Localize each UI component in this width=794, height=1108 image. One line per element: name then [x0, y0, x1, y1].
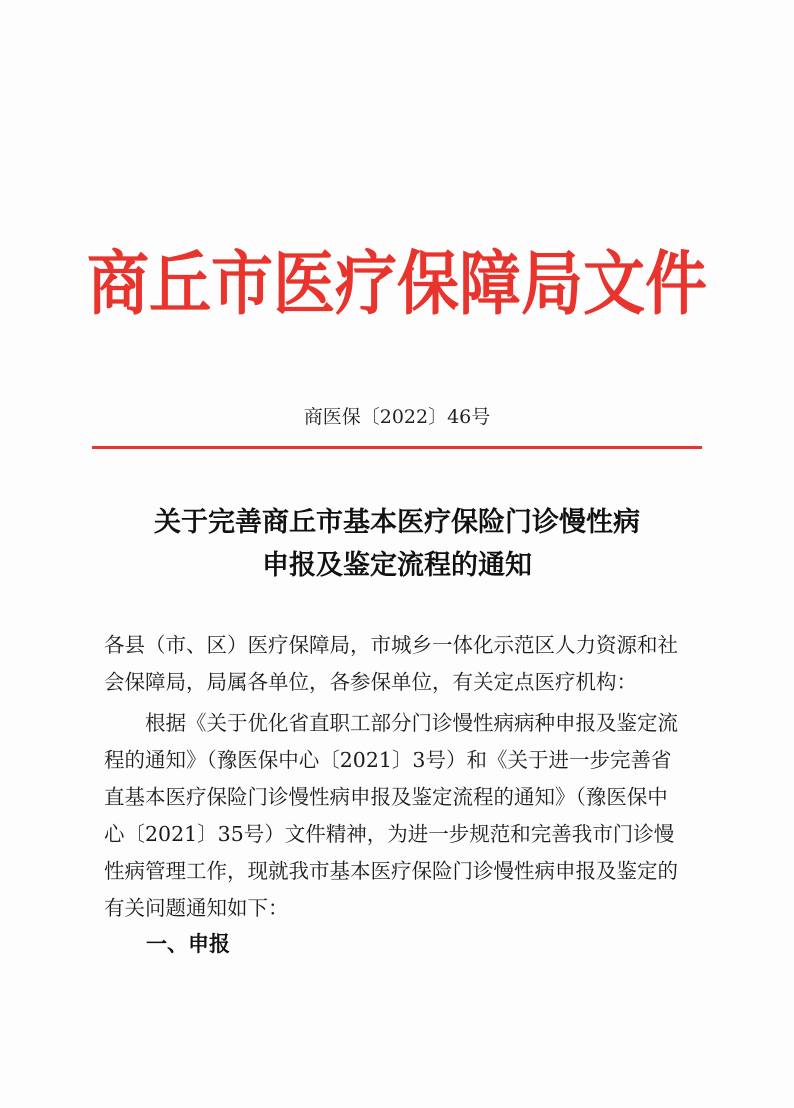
- document-number: 商医保〔2022〕46号: [303, 406, 491, 428]
- body-line: 直基本医疗保险门诊慢性病申报及鉴定流程的通知》（豫医保中: [104, 785, 668, 809]
- section-heading-declaration: 一、申报: [146, 931, 230, 956]
- body-line: 心〔2021〕35号）文件精神，为进一步规范和完善我市门诊慢: [104, 822, 675, 846]
- body-line: 各县（市、区）医疗保障局，市城乡一体化示范区人力资源和社: [104, 633, 678, 657]
- issuer-banner: 商丘市医疗保障局文件: [86, 242, 707, 325]
- body-line: 程的通知》（豫医保中心〔2021〕3号）和《关于进一步完善省: [104, 748, 672, 772]
- notice-title-line-2: 申报及鉴定流程的通知: [262, 550, 532, 581]
- notice-title-line-1: 关于完善商丘市基本医疗保险门诊慢性病: [154, 507, 640, 538]
- body-line: 会保障局，局属各单位，各参保单位，有关定点医疗机构：: [104, 670, 637, 694]
- red-divider-line: [92, 446, 702, 449]
- body-line: 性病管理工作，现就我市基本医疗保险门诊慢性病申报及鉴定的: [104, 859, 678, 883]
- body-line: 有关问题通知如下：: [104, 896, 289, 920]
- body-line: 根据《关于优化省直职工部分门诊慢性病病种申报及鉴定流: [104, 711, 678, 735]
